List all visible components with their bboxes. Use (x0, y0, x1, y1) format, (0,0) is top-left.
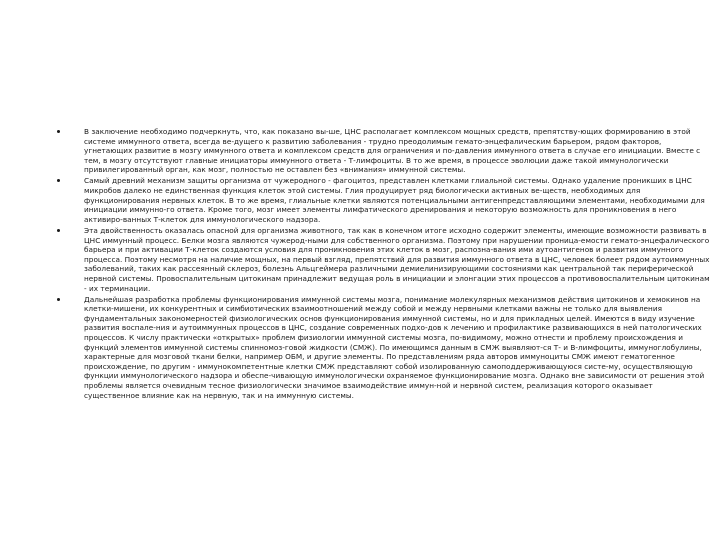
paragraph-text: В заключение необходимо подчеркнуть, что, как показано вы-ше, ЦНС располагает комплексом мощных средств, препятству-ющих формированию в этой системе иммунного ответа, всегда ве-дущего к развитию заболевания - трудно преодолимым гемато-энцефалическим барьером, рядом факторов, угнетающих развитие в мозгу иммунного ответа и комплексом средств для ограничения и по-давления иммунного ответа в случае его инициации. Вместе с тем, в мозгу отсутствуют главные инициаторы иммунного ответа - Т-лимфоциты. В то же время, в процессе эволюции даже такой иммунологически привилегированный орган, как мозг, полностью не оставлен без «внимания» иммунной системы. (84, 127, 701, 175)
list-item (55, 127, 710, 175)
paragraph-text: Дальнейшая разработка проблемы функционирования иммунной системы мозга, понимание молекулярных механизмов действия цитокинов и хемокинов на клетки-мишени, их конкурентных и симбиотических взаимоотношений между собой и между нервными клетками важны не только для выявления фундаментальных закономерностей физиологических основ функционирования иммунной системы, но и для прикладных целей. Имеются в виду изучение развития воспале-ния и аутоиммунных процессов в ЦНС, создание современных подхо-дов к лечению и профилактике развивающихся в ней патологических процессов. К числу практически «открытых» проблем физиологии иммунной системы мозга, по-видимому, можно отнести и проблему происхождения и функций элементов иммунной системы спинномоз-говой жидкости (СМЖ). По имеющимся данным в СМЖ выявляют-ся Т- и В-лимфоциты, иммуноглобулины, характерные для мозговой ткани белки, например ОБМ, и другие элементы. По представлениям ряда авторов иммуноциты СМЖ имеют гематогенное происхождение, по другим - иммунокомпетентные клетки СМЖ представляют собой изолированную самоподдерживающуюся систе-му, осуществляющую функции иммунологического надзора и обеспе-чивающую иммунологически охраняемое функционирование мозга. Однако вне зависимости от решения этой проблемы является очевидным тесное физиологически значимое взаимодействие иммун-ной и нервной систем, реализация которого оказывает существенное влияние как на нервную, так и на иммунную системы. (84, 294, 705, 400)
bullet-icon (57, 298, 60, 301)
list-item (55, 295, 710, 401)
list-item (55, 226, 710, 293)
bullet-icon (57, 179, 60, 182)
paragraph-text: Эта двойственность оказалась опасной для организма животного, так как в конечном итоге исходно содержит элементы, имеющие возможности развивать в ЦНС иммунный процесс. Белки мозга являются чужерод-ными для собственного организма. Поэтому при нарушении проница-емости гемато-энцефалического барьера и при активации Т-клеток создаются условия для проникновения этих клеток в мозг, распозна-вания ими аутоантигенов и развития иммунного процесса. Поэтому несмотря на наличие мощных, на первый взгляд, препятствий для развития иммунного ответа в ЦНС, человек болеет рядом аутоиммунных заболеваний, таких как рассеянный склероз, болезнь Альцгеймера различными демиелинизирующими состояниями как центральной так периферической нервной системы. Провоспалительным цитокинам принадлежит ведущая роль в инициации и элонгации этих процессов а противовоспалительным цитокинам - их терминации. (84, 225, 710, 293)
list-item (55, 176, 710, 224)
paragraph-text: Самый древний механизм защиты организма от чужеродного - фагоцитоз, представлен клетками глиальной системы. Однако удаление проникших в ЦНС микробов далеко не единственная функция клеток этой системы. Глия продуцирует ряд биологически активных ве-ществ, необходимых для функционирования нервных клеток. В то же время, глиальные клетки являются потенциальными антигенпредставляющими элементами, необходимыми для инициации иммунно-го ответа. Кроме того, мозг имеет элементы лимфатического дренирования и некоторую возможность для проникновения в него активиро-ванных Т-клеток для иммунологического надзора. (84, 176, 705, 224)
bullet-list (55, 127, 710, 402)
bullet-icon (57, 130, 60, 133)
bullet-icon (57, 229, 60, 232)
